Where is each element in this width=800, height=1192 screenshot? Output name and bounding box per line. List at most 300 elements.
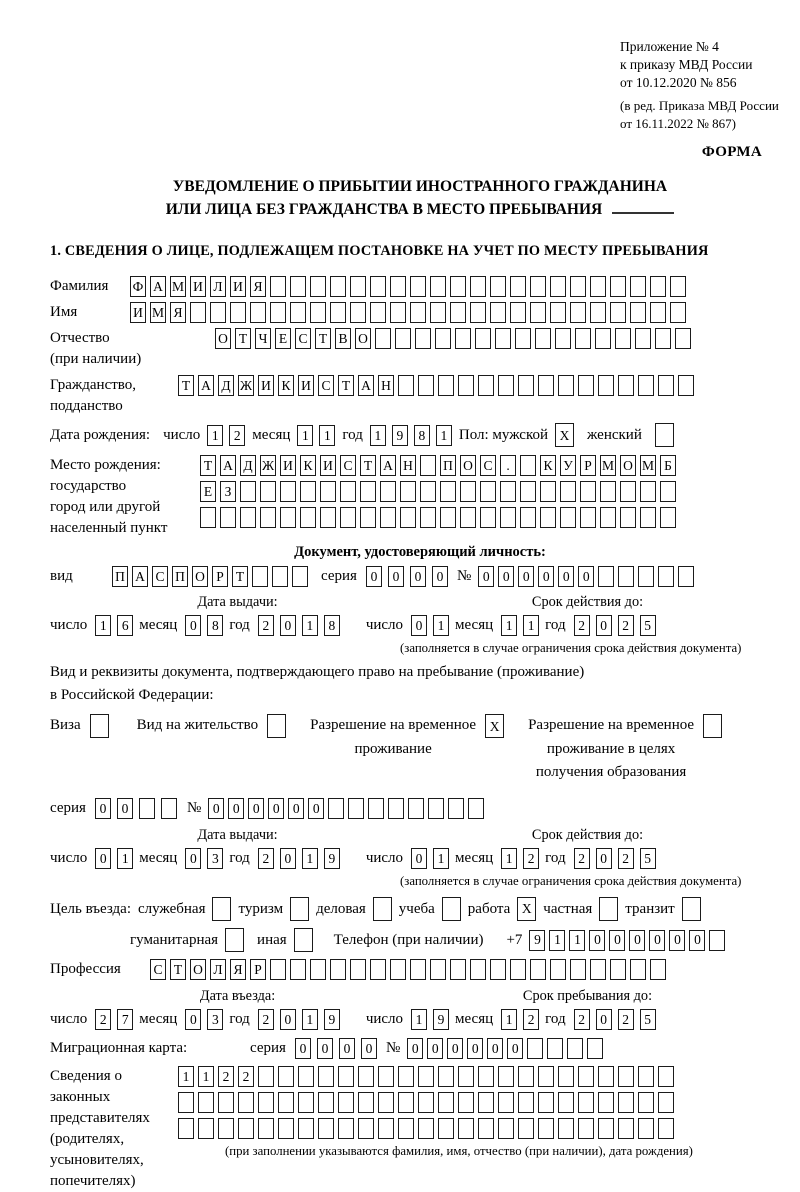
char-box[interactable] <box>318 1118 334 1139</box>
char-box[interactable]: П <box>172 566 188 587</box>
char-box[interactable] <box>418 375 434 396</box>
char-box[interactable] <box>298 1092 314 1113</box>
char-box[interactable]: П <box>112 566 128 587</box>
char-box[interactable] <box>658 1118 674 1139</box>
char-box[interactable] <box>220 507 236 528</box>
char-box[interactable] <box>520 507 536 528</box>
char-box[interactable]: А <box>380 455 396 476</box>
char-box[interactable]: Т <box>235 328 251 349</box>
char-box[interactable] <box>438 375 454 396</box>
char-box[interactable] <box>478 1118 494 1139</box>
char-box[interactable]: 1 <box>117 848 133 869</box>
char-box[interactable]: 0 <box>669 930 685 951</box>
char-box[interactable]: А <box>198 375 214 396</box>
char-box[interactable] <box>578 1118 594 1139</box>
char-box[interactable] <box>328 798 344 819</box>
char-box[interactable] <box>161 798 177 819</box>
char-box[interactable]: В <box>335 328 351 349</box>
char-box[interactable] <box>225 928 244 952</box>
char-box[interactable]: 0 <box>467 1038 483 1059</box>
char-box[interactable]: 2 <box>258 1009 274 1030</box>
char-box[interactable] <box>540 481 556 502</box>
char-box[interactable]: Д <box>218 375 234 396</box>
char-box[interactable]: . <box>500 455 516 476</box>
char-box[interactable] <box>610 276 626 297</box>
char-box[interactable]: 0 <box>185 848 201 869</box>
char-box[interactable] <box>370 302 386 323</box>
char-box[interactable] <box>580 481 596 502</box>
char-box[interactable]: 0 <box>185 1009 201 1030</box>
char-box[interactable] <box>240 481 256 502</box>
char-box[interactable]: 0 <box>596 615 612 636</box>
char-box[interactable]: П <box>440 455 456 476</box>
char-box[interactable]: 5 <box>640 848 656 869</box>
char-box[interactable] <box>455 328 471 349</box>
char-box[interactable]: Ж <box>238 375 254 396</box>
char-box[interactable] <box>510 959 526 980</box>
char-box[interactable] <box>598 375 614 396</box>
char-box[interactable] <box>398 1118 414 1139</box>
char-box[interactable] <box>490 276 506 297</box>
char-box[interactable]: К <box>540 455 556 476</box>
char-box[interactable] <box>675 328 691 349</box>
char-box[interactable] <box>555 328 571 349</box>
char-box[interactable]: У <box>560 455 576 476</box>
char-box[interactable] <box>395 328 411 349</box>
char-box[interactable] <box>490 959 506 980</box>
char-box[interactable] <box>258 1092 274 1113</box>
char-box[interactable] <box>370 276 386 297</box>
char-box[interactable]: 0 <box>288 798 304 819</box>
char-box[interactable] <box>530 959 546 980</box>
char-box[interactable] <box>590 276 606 297</box>
char-box[interactable] <box>598 566 614 587</box>
char-box[interactable] <box>530 276 546 297</box>
char-box[interactable]: С <box>480 455 496 476</box>
char-box[interactable] <box>598 1118 614 1139</box>
char-box[interactable]: 2 <box>574 615 590 636</box>
char-box[interactable]: 0 <box>689 930 705 951</box>
char-box[interactable] <box>460 507 476 528</box>
char-box[interactable] <box>640 507 656 528</box>
char-box[interactable] <box>599 897 618 921</box>
char-box[interactable] <box>618 1066 634 1087</box>
char-box[interactable] <box>567 1038 583 1059</box>
char-box[interactable]: 2 <box>238 1066 254 1087</box>
char-box[interactable] <box>330 959 346 980</box>
char-box[interactable]: 1 <box>569 930 585 951</box>
char-box[interactable] <box>440 481 456 502</box>
char-box[interactable] <box>438 1066 454 1087</box>
char-box[interactable] <box>330 302 346 323</box>
char-box[interactable]: Н <box>378 375 394 396</box>
char-box[interactable] <box>678 375 694 396</box>
char-box[interactable] <box>260 507 276 528</box>
char-box[interactable] <box>620 507 636 528</box>
char-box[interactable] <box>420 455 436 476</box>
char-box[interactable]: И <box>320 455 336 476</box>
char-box[interactable]: Я <box>170 302 186 323</box>
char-box[interactable] <box>560 481 576 502</box>
char-box[interactable]: А <box>132 566 148 587</box>
char-box[interactable] <box>570 959 586 980</box>
char-box[interactable] <box>458 1066 474 1087</box>
char-box[interactable] <box>360 507 376 528</box>
char-box[interactable]: А <box>358 375 374 396</box>
char-box[interactable] <box>270 276 286 297</box>
char-box[interactable]: 0 <box>410 566 426 587</box>
char-box[interactable] <box>430 276 446 297</box>
char-box[interactable] <box>330 276 346 297</box>
char-box[interactable]: 0 <box>280 848 296 869</box>
char-box[interactable] <box>570 302 586 323</box>
char-box[interactable] <box>618 1092 634 1113</box>
char-box[interactable]: И <box>230 276 246 297</box>
char-box[interactable] <box>420 481 436 502</box>
char-box[interactable]: 0 <box>609 930 625 951</box>
char-box[interactable]: 2 <box>618 848 634 869</box>
char-box[interactable] <box>400 481 416 502</box>
char-box[interactable] <box>655 423 674 447</box>
char-box[interactable] <box>430 959 446 980</box>
char-box[interactable] <box>558 1066 574 1087</box>
char-box[interactable] <box>558 1118 574 1139</box>
char-box[interactable]: О <box>215 328 231 349</box>
char-box[interactable] <box>430 302 446 323</box>
char-box[interactable]: Р <box>212 566 228 587</box>
char-box[interactable] <box>378 1066 394 1087</box>
char-box[interactable] <box>470 302 486 323</box>
char-box[interactable] <box>638 1118 654 1139</box>
char-box[interactable] <box>139 798 155 819</box>
char-box[interactable] <box>252 566 268 587</box>
char-box[interactable] <box>595 328 611 349</box>
char-box[interactable] <box>358 1118 374 1139</box>
char-box[interactable] <box>535 328 551 349</box>
char-box[interactable]: Т <box>200 455 216 476</box>
char-box[interactable]: 0 <box>95 848 111 869</box>
char-box[interactable]: 3 <box>207 848 223 869</box>
char-box[interactable] <box>380 481 396 502</box>
char-box[interactable] <box>495 328 511 349</box>
char-box[interactable] <box>518 1118 534 1139</box>
char-box[interactable] <box>650 959 666 980</box>
char-box[interactable] <box>650 276 666 297</box>
char-box[interactable]: 5 <box>640 615 656 636</box>
char-box[interactable]: С <box>152 566 168 587</box>
char-box[interactable] <box>558 375 574 396</box>
char-box[interactable] <box>388 798 404 819</box>
char-box[interactable] <box>638 1092 654 1113</box>
char-box[interactable] <box>418 1066 434 1087</box>
char-box[interactable] <box>368 798 384 819</box>
char-box[interactable]: 2 <box>258 615 274 636</box>
char-box[interactable] <box>580 507 596 528</box>
char-box[interactable] <box>360 481 376 502</box>
char-box[interactable] <box>618 375 634 396</box>
char-box[interactable]: 0 <box>295 1038 311 1059</box>
char-box[interactable]: 2 <box>618 615 634 636</box>
char-box[interactable] <box>510 302 526 323</box>
char-box[interactable]: X <box>485 714 504 738</box>
char-box[interactable]: 0 <box>558 566 574 587</box>
char-box[interactable]: Ф <box>130 276 146 297</box>
char-box[interactable] <box>578 1066 594 1087</box>
char-box[interactable] <box>498 375 514 396</box>
char-box[interactable] <box>510 276 526 297</box>
char-box[interactable]: Л <box>210 276 226 297</box>
char-box[interactable]: 0 <box>228 798 244 819</box>
char-box[interactable] <box>590 959 606 980</box>
char-box[interactable]: Д <box>240 455 256 476</box>
char-box[interactable] <box>450 959 466 980</box>
char-box[interactable]: 0 <box>596 1009 612 1030</box>
char-box[interactable]: 2 <box>258 848 274 869</box>
char-box[interactable] <box>515 328 531 349</box>
char-box[interactable] <box>348 798 364 819</box>
char-box[interactable]: 9 <box>433 1009 449 1030</box>
char-box[interactable] <box>630 959 646 980</box>
char-box[interactable]: Т <box>232 566 248 587</box>
char-box[interactable] <box>703 714 722 738</box>
char-box[interactable]: Р <box>580 455 596 476</box>
char-box[interactable] <box>198 1092 214 1113</box>
char-box[interactable] <box>378 1118 394 1139</box>
char-box[interactable]: 6 <box>117 615 133 636</box>
char-box[interactable] <box>230 302 246 323</box>
char-box[interactable]: Т <box>178 375 194 396</box>
char-box[interactable]: 0 <box>478 566 494 587</box>
char-box[interactable] <box>300 507 316 528</box>
char-box[interactable] <box>618 1118 634 1139</box>
char-box[interactable] <box>460 481 476 502</box>
char-box[interactable]: 1 <box>549 930 565 951</box>
char-box[interactable] <box>294 928 313 952</box>
char-box[interactable] <box>498 1066 514 1087</box>
char-box[interactable] <box>598 1092 614 1113</box>
char-box[interactable]: 8 <box>414 425 430 446</box>
char-box[interactable] <box>378 1092 394 1113</box>
char-box[interactable]: 1 <box>297 425 313 446</box>
char-box[interactable]: И <box>280 455 296 476</box>
char-box[interactable] <box>630 302 646 323</box>
char-box[interactable]: 1 <box>178 1066 194 1087</box>
char-box[interactable] <box>300 481 316 502</box>
char-box[interactable]: 1 <box>433 848 449 869</box>
char-box[interactable] <box>538 375 554 396</box>
char-box[interactable] <box>547 1038 563 1059</box>
char-box[interactable] <box>398 1092 414 1113</box>
char-box[interactable] <box>190 302 206 323</box>
char-box[interactable] <box>478 1092 494 1113</box>
char-box[interactable] <box>350 959 366 980</box>
char-box[interactable]: М <box>640 455 656 476</box>
char-box[interactable] <box>470 959 486 980</box>
char-box[interactable] <box>480 481 496 502</box>
char-box[interactable] <box>390 302 406 323</box>
char-box[interactable] <box>418 1092 434 1113</box>
char-box[interactable] <box>358 1066 374 1087</box>
char-box[interactable]: 9 <box>324 1009 340 1030</box>
char-box[interactable] <box>272 566 288 587</box>
char-box[interactable]: Т <box>360 455 376 476</box>
char-box[interactable]: 2 <box>618 1009 634 1030</box>
char-box[interactable] <box>375 328 391 349</box>
char-box[interactable]: И <box>298 375 314 396</box>
char-box[interactable] <box>290 276 306 297</box>
char-box[interactable]: 0 <box>578 566 594 587</box>
char-box[interactable] <box>478 1066 494 1087</box>
char-box[interactable] <box>709 930 725 951</box>
char-box[interactable]: 1 <box>370 425 386 446</box>
char-box[interactable]: 1 <box>198 1066 214 1087</box>
char-box[interactable] <box>448 798 464 819</box>
char-box[interactable]: 0 <box>498 566 514 587</box>
char-box[interactable]: 1 <box>302 615 318 636</box>
char-box[interactable] <box>658 566 674 587</box>
char-box[interactable] <box>373 897 392 921</box>
char-box[interactable]: Я <box>230 959 246 980</box>
char-box[interactable]: 1 <box>302 848 318 869</box>
char-box[interactable]: 1 <box>207 425 223 446</box>
char-box[interactable] <box>398 375 414 396</box>
char-box[interactable]: 0 <box>432 566 448 587</box>
char-box[interactable]: 0 <box>248 798 264 819</box>
char-box[interactable] <box>468 798 484 819</box>
char-box[interactable] <box>178 1118 194 1139</box>
char-box[interactable]: 8 <box>207 615 223 636</box>
char-box[interactable] <box>590 302 606 323</box>
char-box[interactable] <box>600 481 616 502</box>
char-box[interactable] <box>338 1066 354 1087</box>
char-box[interactable]: 9 <box>529 930 545 951</box>
char-box[interactable] <box>550 276 566 297</box>
char-box[interactable] <box>292 566 308 587</box>
char-box[interactable]: 2 <box>574 848 590 869</box>
char-box[interactable] <box>290 897 309 921</box>
char-box[interactable]: С <box>150 959 166 980</box>
char-box[interactable] <box>500 481 516 502</box>
char-box[interactable] <box>338 1118 354 1139</box>
char-box[interactable]: 1 <box>433 615 449 636</box>
char-box[interactable]: Н <box>400 455 416 476</box>
char-box[interactable] <box>418 1118 434 1139</box>
char-box[interactable] <box>408 798 424 819</box>
char-box[interactable]: М <box>150 302 166 323</box>
char-box[interactable]: 0 <box>339 1038 355 1059</box>
char-box[interactable]: 0 <box>268 798 284 819</box>
char-box[interactable]: 0 <box>361 1038 377 1059</box>
char-box[interactable]: С <box>295 328 311 349</box>
char-box[interactable] <box>638 566 654 587</box>
char-box[interactable] <box>428 798 444 819</box>
char-box[interactable]: Ж <box>260 455 276 476</box>
char-box[interactable]: М <box>600 455 616 476</box>
char-box[interactable] <box>370 959 386 980</box>
char-box[interactable] <box>600 507 616 528</box>
char-box[interactable] <box>658 375 674 396</box>
char-box[interactable]: 1 <box>523 615 539 636</box>
char-box[interactable] <box>560 507 576 528</box>
char-box[interactable] <box>278 1092 294 1113</box>
char-box[interactable]: 1 <box>501 615 517 636</box>
char-box[interactable] <box>538 1066 554 1087</box>
char-box[interactable] <box>310 959 326 980</box>
char-box[interactable]: 0 <box>518 566 534 587</box>
char-box[interactable]: 0 <box>280 615 296 636</box>
char-box[interactable]: 0 <box>649 930 665 951</box>
char-box[interactable] <box>630 276 646 297</box>
char-box[interactable]: С <box>340 455 356 476</box>
char-box[interactable] <box>442 897 461 921</box>
char-box[interactable] <box>615 328 631 349</box>
char-box[interactable] <box>400 507 416 528</box>
char-box[interactable] <box>410 959 426 980</box>
char-box[interactable] <box>90 714 109 738</box>
char-box[interactable]: 2 <box>523 848 539 869</box>
char-box[interactable] <box>670 276 686 297</box>
char-box[interactable] <box>280 507 296 528</box>
char-box[interactable] <box>658 1066 674 1087</box>
char-box[interactable]: С <box>318 375 334 396</box>
char-box[interactable] <box>270 302 286 323</box>
char-box[interactable] <box>490 302 506 323</box>
char-box[interactable]: 0 <box>117 798 133 819</box>
char-box[interactable] <box>498 1118 514 1139</box>
char-box[interactable] <box>598 1066 614 1087</box>
char-box[interactable] <box>538 1118 554 1139</box>
char-box[interactable]: Т <box>170 959 186 980</box>
char-box[interactable] <box>410 302 426 323</box>
char-box[interactable] <box>610 959 626 980</box>
char-box[interactable] <box>440 507 456 528</box>
char-box[interactable] <box>270 959 286 980</box>
char-box[interactable] <box>520 455 536 476</box>
char-box[interactable] <box>438 1118 454 1139</box>
char-box[interactable] <box>390 276 406 297</box>
char-box[interactable]: 7 <box>117 1009 133 1030</box>
char-box[interactable] <box>478 375 494 396</box>
char-box[interactable] <box>350 276 366 297</box>
char-box[interactable]: 0 <box>366 566 382 587</box>
char-box[interactable] <box>290 302 306 323</box>
char-box[interactable] <box>558 1092 574 1113</box>
char-box[interactable]: 0 <box>427 1038 443 1059</box>
char-box[interactable] <box>475 328 491 349</box>
char-box[interactable]: 0 <box>280 1009 296 1030</box>
char-box[interactable]: 0 <box>487 1038 503 1059</box>
char-box[interactable]: Р <box>250 959 266 980</box>
char-box[interactable] <box>520 481 536 502</box>
char-box[interactable] <box>298 1066 314 1087</box>
char-box[interactable] <box>660 481 676 502</box>
char-box[interactable]: 1 <box>411 1009 427 1030</box>
char-box[interactable] <box>240 507 256 528</box>
char-box[interactable]: Я <box>250 276 266 297</box>
char-box[interactable] <box>420 507 436 528</box>
char-box[interactable] <box>358 1092 374 1113</box>
char-box[interactable] <box>238 1118 254 1139</box>
char-box[interactable] <box>575 328 591 349</box>
char-box[interactable] <box>320 481 336 502</box>
char-box[interactable] <box>250 302 266 323</box>
char-box[interactable]: М <box>170 276 186 297</box>
char-box[interactable]: О <box>620 455 636 476</box>
char-box[interactable]: 0 <box>308 798 324 819</box>
char-box[interactable] <box>178 1092 194 1113</box>
char-box[interactable] <box>450 276 466 297</box>
char-box[interactable]: Ч <box>255 328 271 349</box>
